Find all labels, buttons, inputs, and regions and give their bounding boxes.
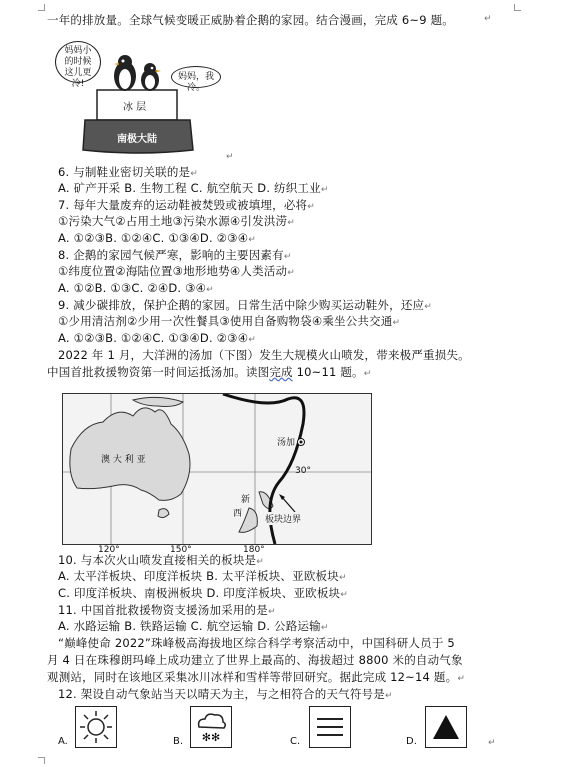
map-lat-label: 30° [295, 466, 311, 476]
svg-text:✻✻: ✻✻ [201, 731, 221, 744]
question-8: 8. 企鹅的家园气候严寒，影响的主要因素有↵ [58, 248, 292, 262]
speech-text-child: 妈妈，我冷。 [177, 72, 214, 93]
crop-mark-top-left [38, 4, 45, 11]
speech-text-mother: 妈妈小的时候这儿更冷! [64, 46, 92, 89]
question-8-items: ①纬度位置②海陆位置③地形地势④人类活动↵ [58, 264, 295, 278]
crop-mark-top-right [514, 4, 521, 11]
map-label-nz-1: 新 [241, 495, 251, 505]
question-11: 11. 中国首批救援物资支援汤加采用的是↵ [58, 603, 276, 617]
option-b-label: B. [173, 736, 184, 747]
passage-tonga-line2: 中国首批救援物资第一时间运抵汤加。读图完成 10~11 题。↵ [47, 365, 372, 379]
paragraph-mark: ↵ [488, 738, 496, 748]
question-6: 6. 与制鞋业密切关联的是↵ [58, 165, 198, 179]
question-7-items: ①污染大气②占用土地③污染水源④引发洪涝↵ [58, 214, 295, 228]
map-label-nz-2: 西 [233, 509, 243, 519]
option-c-label: C. [290, 736, 301, 747]
question-11-options: A. 水路运输 B. 铁路运输 C. 航空运输 D. 公路运输↵ [58, 619, 329, 633]
fog-icon [310, 707, 350, 747]
header-line: 一年的排放量。全球气候变暖正威胁着企鹅的家园。结合漫画，完成 6~9 题。 [47, 13, 454, 27]
land-label: 南极大陆 [117, 134, 157, 145]
question-10-options-2: C. 印度洋板块、南极洲板块 D. 印度洋板块、亚欧板块↵ [58, 586, 349, 600]
question-7-options: A. ①②③B. ①②④C. ①③④D. ②③④↵ [58, 231, 256, 245]
question-10: 10. 与本次火山喷发直接相关的板块是↵ [58, 553, 264, 567]
question-10-options-1: A. 太平洋板块、印度洋板块 B. 太平洋板块、亚欧板块↵ [58, 569, 347, 583]
map-lon-120: 120° [98, 545, 120, 555]
question-6-options: A. 矿产开采 B. 生物工程 C. 航空航天 D. 纺织工业↵ [58, 181, 329, 195]
oceania-map [62, 393, 372, 545]
sun-icon [76, 707, 116, 747]
paragraph-mark: ↵ [484, 14, 492, 24]
triangle-icon [426, 707, 466, 747]
map-drawing [63, 394, 371, 544]
passage-everest-line2: 月 4 日在珠穆朗玛峰上成功建立了世界上最高的、海拔超过 8800 米的自动气象 [47, 653, 463, 667]
crop-mark-bottom-left [38, 757, 45, 764]
question-9: 9. 减少碳排放，保护企鹅的家园。日常生活中除少购买运动鞋外，还应↵ [58, 298, 432, 312]
speech-bubble-mother [55, 41, 101, 89]
option-c-box[interactable] [309, 706, 351, 748]
passage-everest-line3: 观测站，同时在该地区采集冰川冰样和雪样等带回研究。据此完成 12~14 题。↵ [47, 670, 466, 684]
paragraph-mark: ↵ [226, 152, 234, 162]
snow-cloud-icon [191, 707, 231, 747]
map-label-boundary: 板块边界 [265, 512, 301, 525]
option-a-label: A. [58, 736, 68, 747]
passage-everest-line1: “巅峰使命 2022”珠峰极高海拔地区综合科学考察活动中，中国科研人员于 5 [58, 636, 455, 650]
question-9-options: A. ①②③B. ①②④C. ①③④D. ②③④↵ [58, 331, 256, 345]
map-label-australia: 澳 大 利 亚 [101, 455, 146, 465]
question-9-items: ①少用清洁剂②少用一次性餐具③使用自备购物袋④乘坐公共交通↵ [58, 314, 401, 328]
map-label-tonga: 汤加 [277, 438, 296, 448]
option-d-label: D. [406, 736, 417, 747]
question-7: 7. 每年大量废弃的运动鞋被焚毁或被填埋，必将↵ [58, 198, 315, 212]
option-d-box[interactable] [425, 706, 467, 748]
ice-label: 冰 层 [123, 102, 147, 113]
map-lon-180: 180° [243, 545, 265, 555]
option-b-box[interactable] [190, 706, 232, 748]
map-lon-150: 150° [170, 545, 192, 555]
question-12: 12. 架设自动气象站当天以晴天为主，与之相符合的天气符号是↵ [58, 687, 393, 701]
question-8-options: A. ①②B. ①③C. ②④D. ③④↵ [58, 281, 214, 295]
speech-bubble-child [171, 66, 221, 93]
option-a-box[interactable] [75, 706, 117, 748]
penguin-cartoon [55, 38, 230, 158]
passage-tonga-line1: 2022 年 1 月，大洋洲的汤加（下图）发生大规模火山喷发，带来极严重损失。 [58, 348, 470, 362]
